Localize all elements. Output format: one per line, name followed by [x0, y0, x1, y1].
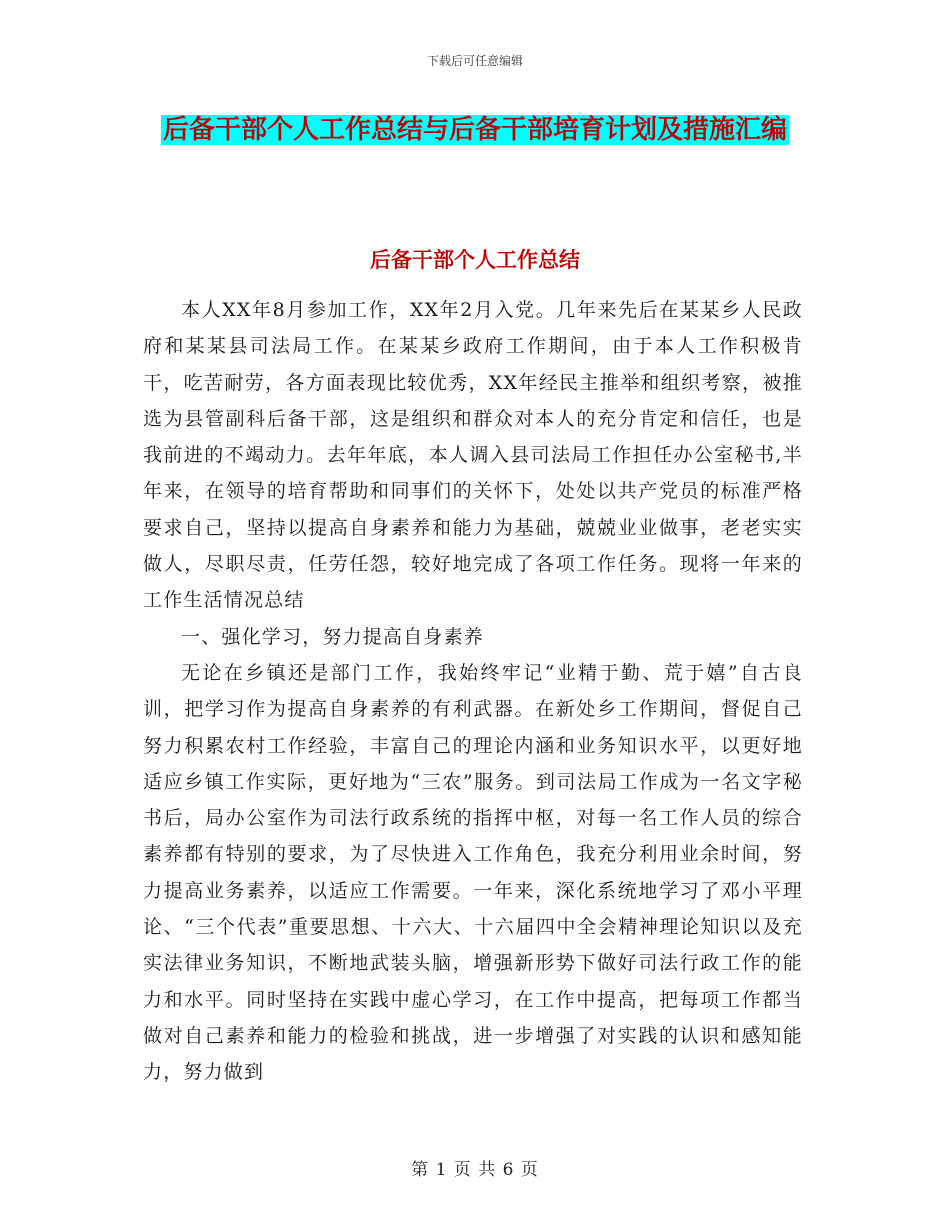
- paragraph-study: 无论在乡镇还是部门工作，我始终牢记“业精于勤、荒于嬉”自古良训，把学习作为提高自身素养的有利武器。在新处乡工作期间，督促自己努力积累农村工作经验，丰富自己的理论内涵和业务知识水平，以更好地适应乡镇工作实际，更好地为“三农”服务。到司法局工作成为一名文字秘书后，局办公室作为司法行政系统的指挥中枢，对每一名工作人员的综合素养都有特别的要求，为了尽快进入工作角色，我充分利用业余时间，努力提高业务素养，以适应工作需要。一年来，深化系统地学习了邓小平理论、“三个代表”重要思想、十六大、十六届四中全会精神理论知识以及充实法律业务知识，不断地武装头脑，增强新形势下做好司法行政工作的能力和水平。同时坚持在实践中虚心学习，在工作中提高，把每项工作都当做对自己素养和能力的检验和挑战，进一步增强了对实践的认识和感知能力，努力做到: [143, 661, 803, 1084]
- document-body: [143, 292, 803, 1091]
- paragraph-heading-1: 一、强化学习，努力提高自身素养: [181, 625, 485, 648]
- paragraph-intro: 本人XX年8月参加工作，XX年2月入党。几年来先后在某某乡人民政府和某某县司法局工作。在某某乡政府工作期间，由于本人工作积极肯干，吃苦耐劳，各方面表现比较优秀，XX年经民主推举和组织考察，被推选为县管副科后备干部，这是组织和群众对本人的充分肯定和信任，也是我前进的不竭动力。去年年底，本人调入县司法局工作担任办公室秘书,半年来，在领导的培育帮助和同事们的关怀下，处处以共产党员的标准严格要求自己，坚持以提高自身素养和能力为基础，兢兢业业做事，老老实实做人，尽职尽责，任劳任怨，较好地完成了各项工作任务。现将一年来的工作生活情况总结: [143, 299, 803, 612]
- page-footer: 第 1 页 共 6 页: [411, 1160, 539, 1180]
- page-header: 下载后可任意编辑: [426, 54, 523, 68]
- document-title: [140, 108, 810, 152]
- section-title: 后备干部个人工作总结: [370, 248, 580, 272]
- document-title-text: 后备干部个人工作总结与后备干部培育计划及措施汇编: [162, 115, 787, 145]
